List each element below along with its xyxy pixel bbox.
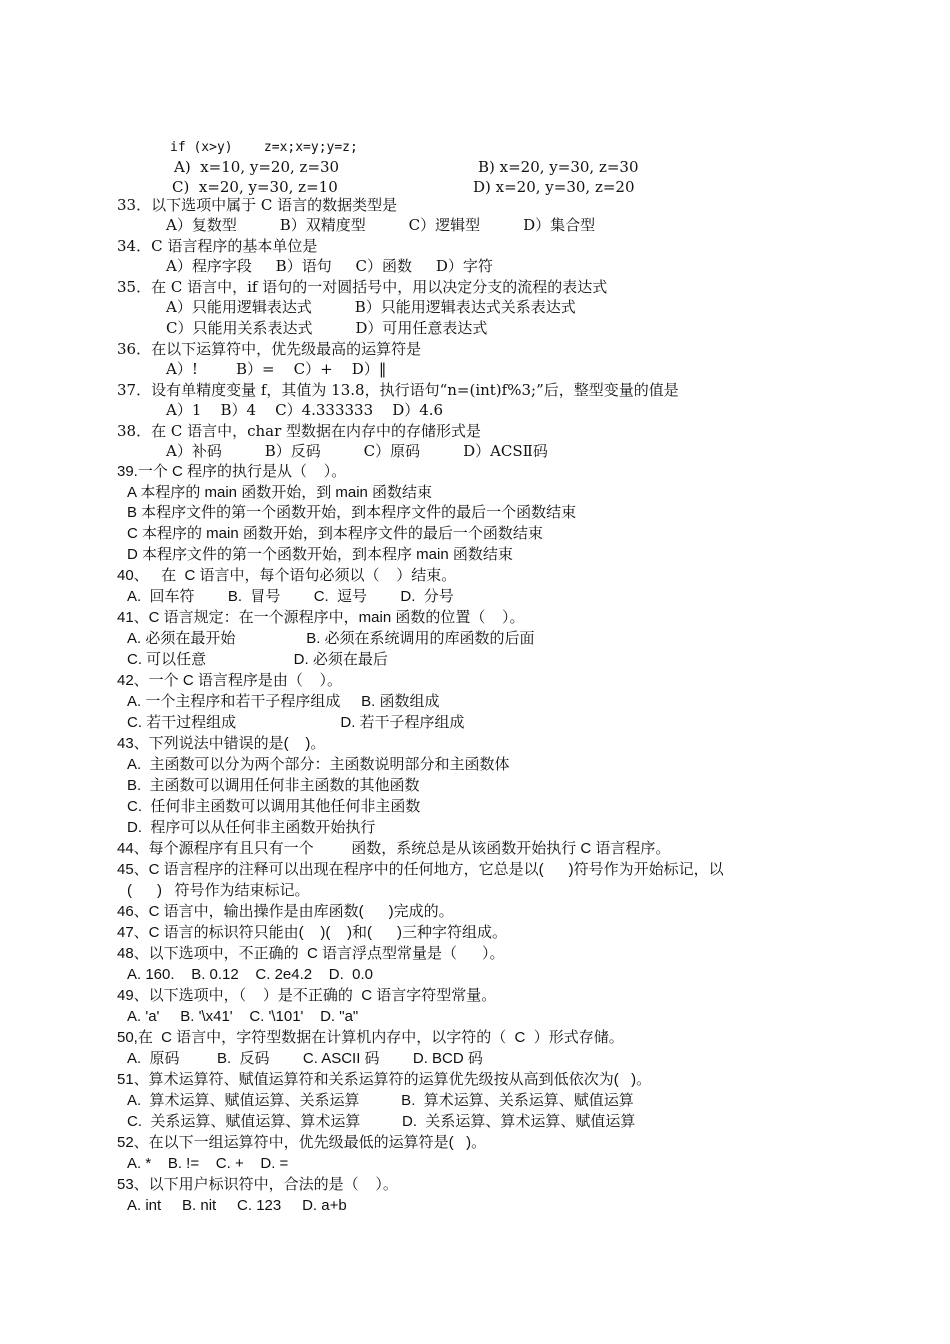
option-43a: A. 主函数可以分为两个部分：主函数说明部分和主函数体 bbox=[127, 756, 510, 773]
options-48: A. 160. B. 0.12 C. 2e4.2 D. 0.0 bbox=[127, 966, 373, 983]
question-46: 46、C 语言中，输出操作是由库函数( )完成的。 bbox=[117, 903, 454, 920]
option-d: D) x=20, y=30, z=20 bbox=[473, 178, 635, 196]
options-41-cd: C. 可以任意 D. 必须在最后 bbox=[127, 651, 388, 668]
option-39c: C 本程序的 main 函数开始，到本程序文件的最后一个函数结束 bbox=[127, 525, 543, 542]
question-50: 50,在 C 语言中，字符型数据在计算机内存中，以字符的（ C ）形式存储。 bbox=[117, 1029, 624, 1046]
question-40: 40、 在 C 语言中，每个语句必须以（ ）结束。 bbox=[117, 567, 457, 584]
question-43: 43、下列说法中错误的是( )。 bbox=[117, 735, 326, 752]
options-35-ab: A）只能用逻辑表达式 B）只能用逻辑表达式关系表达式 bbox=[166, 298, 576, 316]
option-43b: B. 主函数可以调用任何非主函数的其他函数 bbox=[127, 777, 420, 794]
question-33: 33．以下选项中属于 C 语言的数据类型是 bbox=[117, 196, 398, 214]
options-53: A. int B. nit C. 123 D. a+b bbox=[127, 1197, 347, 1214]
options-37: A）1 B）4 C）4.333333 D）4.6 bbox=[166, 401, 444, 419]
option-43d: D. 程序可以从任何非主函数开始执行 bbox=[127, 819, 376, 836]
options-41-ab: A. 必须在最开始 B. 必须在系统调用的库函数的后面 bbox=[127, 630, 535, 647]
option-c: C) x=20, y=30, z=10 bbox=[172, 178, 338, 196]
question-42: 42、一个 C 语言程序是由（ ）。 bbox=[117, 672, 343, 689]
question-51: 51、算术运算符、赋值运算符和关系运算符的运算优先级按从高到低依次为( )。 bbox=[117, 1071, 652, 1088]
options-38: A）补码 B）反码 C）原码 D）ACSⅡ码 bbox=[166, 442, 548, 460]
question-36: 36．在以下运算符中，优先级最高的运算符是 bbox=[117, 340, 422, 358]
question-35: 35．在 C 语言中，if 语句的一对圆括号中，用以决定分支的流程的表达式 bbox=[117, 278, 608, 296]
option-39b: B 本程序文件的第一个函数开始，到本程序文件的最后一个函数结束 bbox=[127, 504, 577, 521]
question-39: 39.一个 C 程序的执行是从（ ）。 bbox=[117, 463, 347, 480]
options-52: A. * B. != C. + D. = bbox=[127, 1155, 289, 1172]
option-43c: C. 任何非主函数可以调用其他任何非主函数 bbox=[127, 798, 421, 815]
options-35-cd: C）只能用关系表达式 D）可用任意表达式 bbox=[166, 319, 488, 337]
question-38: 38．在 C 语言中，char 型数据在内存中的存储形式是 bbox=[117, 422, 482, 440]
option-b: B) x=20, y=30, z=30 bbox=[478, 158, 639, 176]
question-45-cont: ( ) 符号作为结束标记。 bbox=[127, 882, 310, 899]
code-line: if (x>y) z=x;x=y;y=z; bbox=[170, 140, 358, 155]
question-53: 53、以下用户标识符中，合法的是（ ）。 bbox=[117, 1176, 398, 1193]
options-40: A. 回车符 B. 冒号 C. 逗号 D. 分号 bbox=[127, 588, 454, 605]
option-39a: A 本程序的 main 函数开始，到 main 函数结束 bbox=[127, 484, 433, 501]
question-34: 34．C 语言程序的基本单位是 bbox=[117, 237, 318, 255]
question-37: 37．设有单精度变量 f，其值为 13.8，执行语句“n=(int)f%3;”后，整型变量的值是 bbox=[117, 381, 679, 399]
question-44: 44、每个源程序有且只有一个 函数，系统总是从该函数开始执行 C 语言程序。 bbox=[117, 840, 671, 857]
options-42-cd: C. 若干过程组成 D. 若干子程序组成 bbox=[127, 714, 465, 731]
options-34: A）程序字段 B）语句 C）函数 D）字符 bbox=[166, 257, 493, 275]
option-a: A) x=10, y=20, z=30 bbox=[174, 158, 340, 176]
question-52: 52、在以下一组运算符中，优先级最低的运算符是( )。 bbox=[117, 1134, 487, 1151]
options-42-ab: A. 一个主程序和若干子程序组成 B. 函数组成 bbox=[127, 693, 440, 710]
options-50: A. 原码 B. 反码 C. ASCII 码 D. BCD 码 bbox=[127, 1050, 483, 1067]
options-49: A. 'a' B. '\x41' C. '\101' D. "a" bbox=[127, 1008, 359, 1025]
question-41: 41、C 语言规定：在一个源程序中，main 函数的位置（ ）。 bbox=[117, 609, 525, 626]
options-51-ab: A. 算术运算、赋值运算、关系运算 B. 算术运算、关系运算、赋值运算 bbox=[127, 1092, 634, 1109]
question-45: 45、C 语言程序的注释可以出现在程序中的任何地方，它总是以( )符号作为开始标记，以 bbox=[117, 861, 724, 878]
question-47: 47、C 语言的标识符只能由( )( )和( )三种字符组成。 bbox=[117, 924, 508, 941]
question-49: 49、以下选项中，（ ）是不正确的 C 语言字符型常量。 bbox=[117, 987, 497, 1004]
question-48: 48、以下选项中，不正确的 C 语言浮点型常量是（ ）。 bbox=[117, 945, 505, 962]
options-33: A）复数型 B）双精度型 C）逻辑型 D）集合型 bbox=[166, 216, 596, 234]
option-39d: D 本程序文件的第一个函数开始，到本程序 main 函数结束 bbox=[127, 546, 513, 563]
options-36: A）! B）= C）+ D）‖ bbox=[166, 360, 387, 378]
options-51-cd: C. 关系运算、赋值运算、算术运算 D. 关系运算、算术运算、赋值运算 bbox=[127, 1113, 636, 1130]
